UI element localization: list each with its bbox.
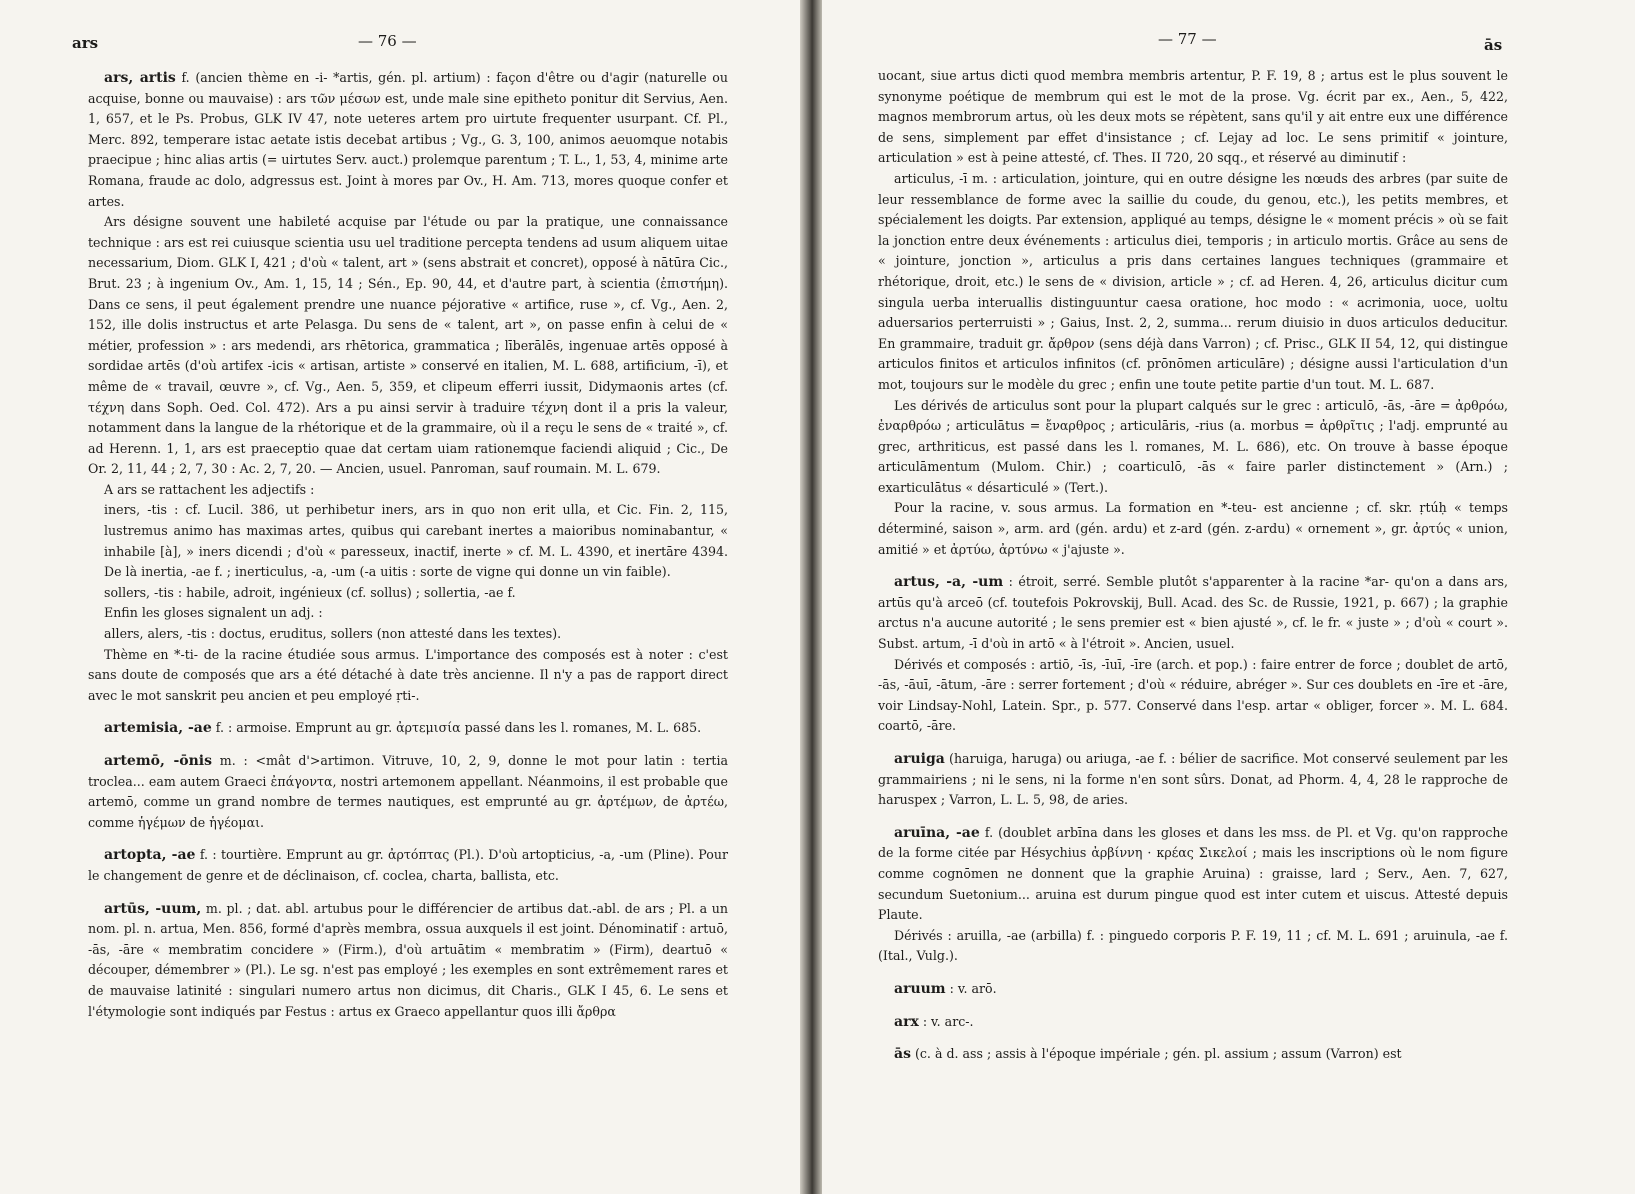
entry-paragraph: Thème en *-ti- de la racine étudiée sous armus. L'importance des composés est à noter : c'est sans doute de composés que ars a été détaché à date très ancienne. Il n'y a pas de rapport direct avec le mot sanskrit peu ancien et peu employé ṛti-. [88,646,728,703]
running-head-right: ās [1484,36,1503,54]
entry-paragraph: Enfin les gloses signalent un adj. : [104,605,323,621]
page-number-right: — 77 — [1158,30,1217,48]
book-gutter [800,0,822,1194]
entry-paragraph: articulus, -ī m. : articulation, jointure, qui en outre désigne les nœuds des arbres (par suite de leur ressemblance de forme avec la saillie du coude, du genou, etc.), les petits membres, et spécialement les doigts. Par extension, appliqué au temps, désigne le « moment précis » où se fait la jonction entre deux événements : articulus diei, temporis ; in articulo mortis. Grâce au sens de « jointure, jonction », articulus a pris dans certaines langues techniques (grammaire et rhétorique, droit, etc.) le sens de « division, article » ; cf. ad Heren. 4, 26, articulus dicitur cum singula uerba interuallis distinguuntur caesa oratione, hoc modo : « acrimonia, uoce, uoltu aduersarios perterruisti » ; Gaius, Inst. 2, 2, summa... rerum diuisio in duos articulos deducitur. En grammaire, traduit gr. ἄρθρον (sens déjà dans Varron) ; cf. Prisc., GLK II 54, 12, qui distingue articulos finitos et articulos infinitos (cf. prōnōmen articulāre) ; désigne aussi l'articulation d'un mot, toujours sur le modèle du grec ; enfin une toute petite partie d'un tout. M. L. 687. [878,170,1508,392]
right-page [818,0,1635,1194]
entry-paragraph: arx : v. arc-. [894,1013,974,1030]
right-page-text [878,66,1508,1065]
entry-paragraph: sollers, -tis : habile, adroit, ingénieux (cf. sollus) ; sollertia, -ae f. [104,584,516,600]
entry-paragraph: Ars désigne souvent une habileté acquise par l'étude ou par la pratique, une connaissance technique : ars est rei cuiusque scientia usu uel traditione percepta tendens ad usum aliquem uitae necessarium, Diom. GLK I, 421 ; d'où « talent, art » (sens abstrait et concret), opposé à nātūra Cic., Brut. 23 ; à ingenium Ov., Am. 1, 15, 14 ; Sén., Ep. 90, 44, et d'autre part, à scientia (ἐπιστήμη). Dans ce sens, il peut également prendre une nuance péjorative « artifice, ruse », cf. Vg., Aen. 2, 152, ille dolis instructus et arte Pelasga. Du sens de « talent, art », on passe enfin à celui de « métier, profession » : ars medendi, ars rhētorica, grammatica ; līberālēs, ingenuae artēs opposé à sordidae artēs (d'où artifex -icis « artisan, artiste » conservé en italien, M. L. 688, artificium, -ī), et même de « travail, œuvre », cf. Vg., Aen. 5, 359, et clipeum efferri iussit, Didymaonis artes (cf. τέχνη dans Soph. Oed. Col. 472). Ars a pu ainsi servir à traduire τέχνη dont il a pris la valeur, notamment dans la langue de la rhétorique et de la grammaire, où il a reçu le sens de « traité », cf. ad Herenn. 1, 1, ars est praeceptio quae dat certam uiam rationemque faciendi aliquid ; Cic., De Or. 2, 11, 44 ; 2, 7, 30 : Ac. 2, 7, 20. — Ancien, usuel. Panroman, sauf roumain. M. L. 679. [88,214,728,477]
left-page [0,0,808,1194]
entry-paragraph: artopta, -ae f. : tourtière. Emprunt au gr. ἀρτόπτας (Pl.). D'où artopticius, -a, -um (Pline). Pour le changement de genre et de déclinaison, cf. coclea, charta, ballista, etc. [88,847,728,883]
entry-paragraph: ars, artis f. (ancien thème en -i- *artis, gén. pl. artium) : façon d'être ou d'agir (naturelle ou acquise, bonne ou mauvaise) : ars τῶν μέσων est, unde male sine epitheto ponitur dit Servius, Aen. 1, 657, et le Ps. Probus, GLK IV 47, note ueteres artem pro uirtute frequenter usurpant. Cf. Pl., Merc. 892, temperare istac aetate istis decebat artibus ; Vg., G. 3, 100, animos aeuomque notabis praecipue ; hinc alias artis (= uirtutes Serv. auct.) prolemque parentum ; T. L., 1, 53, 4, minime arte Romana, fraude ac dolo, adgressus est. Joint à mores par Ov., H. Am. 713, mores quoque confer et artes. [88,70,728,209]
entry-paragraph: A ars se rattachent les adjectifs : [104,481,315,497]
entry-paragraph: artemō, -ōnis m. : <mât d'>artimon. Vitruve, 10, 2, 9, donne le mot pour latin : tertia troclea... eam autem Graeci ἐπάγοντα, nostri artemonem appellant. Néanmoins, il est probable que artemō, comme un grand nombre de termes nautiques, est emprunté au gr. ἀρτέμων, de ἀρτέω, comme ἡγέμων de ἡγέομαι. [88,753,728,830]
entry-paragraph: Dérivés : aruilla, -ae (arbilla) f. : pinguedo corporis P. F. 19, 11 ; cf. M. L. 691 ; aruinula, -ae f. (Ital., Vulg.). [878,927,1508,964]
entry-paragraph: aruum : v. arō. [894,980,997,997]
entry-paragraph: ās (c. à d. ass ; assis à l'époque impériale ; gén. pl. assium ; assum (Varron) est [894,1046,1402,1063]
running-head-left: ars [72,34,99,52]
entry-paragraph: Dérivés et composés : artiō, -īs, -īuī, -īre (arch. et pop.) : faire entrer de force ; doublet de artō, -ās, -āuī, -ātum, -āre : serrer fortement ; d'où « réduire, abréger ». Sur ces doublets en -īre et -āre, voir Lindsay-Nohl, Latein. Spr., p. 577. Conservé dans l'esp. artar « obliger, forcer ». M. L. 684. coartō, -āre. [878,656,1508,734]
entry-paragraph: artemisia, -ae f. : armoise. Emprunt au gr. ἀρτεμισία passé dans les l. romanes, M. L. 685. [104,720,702,737]
entry-paragraph: uocant, siue artus dicti quod membra membris artentur, P. F. 19, 8 ; artus est le plus souvent le synonyme poétique de membrum qui est le mot de la prose. Vg. écrit par ex., Aen., 5, 422, magnos membrorum artus, où les deux mots se répètent, sans qu'il y ait entre eux une différence de sens, simplement par effet d'insistance ; cf. Lejay ad loc. Le sens primitif « jointure, articulation » est à peine attesté, cf. Thes. II 720, 20 sqq., et réservé au diminutif : [878,68,1508,166]
entry-paragraph: artūs, -uum, m. pl. ; dat. abl. artubus pour le différencier de artibus dat.-abl. de ars ; Pl. a un nom. pl. n. artua, Men. 856, formé d'après membra, ossua auxquels il est joint. Dénominatif : artuō, -ās, -āre « membratim concidere » (Firm.), d'où artuātim « membratim » (Firm), deartuō « découper, démembrer » (Pl.). Le sg. n'est pas employé ; les exemples en sont extrêmement rares et de mauvaise latinité : singulari numero artus non dicimus, dit Charis., GLK I 45, 6. Le sens et l'étymologie sont indiqués par Festus : artus ex Graeco appellantur quos illi ἄρθρα [88,900,728,1019]
entry-paragraph: allers, alers, -tis : doctus, eruditus, sollers (non attesté dans les textes). [104,626,562,642]
left-page-text [88,68,728,1022]
entry-paragraph: iners, -tis : cf. Lucil. 386, ut perhibetur iners, ars in quo non erit ulla, et Cic. Fin. 2, 115, lustremus animo has maximas artes, quibus qui carebant inertes a maioribus nominabantur, « inhabile [à], » iners dicendi ; d'où « paresseux, inactif, inerte » cf. M. L. 4390, et inertāre 4394. De là inertia, -ae f. ; inerticulus, -a, -um (-a uitis : sorte de vigne qui donne un vin faible). [104,502,728,580]
entry-paragraph: artus, -a, -um : étroit, serré. Semble plutôt s'apparenter à la racine *ar- qu'on a dans ars, artūs qu'à arceō (cf. toutefois Pokrovskij, Bull. Acad. des Sc. de Russie, 1921, p. 667) ; la graphie arctus n'a aucune autorité ; le sens premier est « bien ajusté », cf. le fr. « juste » ; d'où « court ». Subst. artum, -ī d'où in artō « à l'étroit ». Ancien, usuel. [878,574,1508,652]
entry-paragraph: Pour la racine, v. sous armus. La formation en *-teu- est ancienne ; cf. skr. ṛtúḥ « temps déterminé, saison », arm. ard (gén. ardu) et z-ard (gén. z-ardu) « ornement », gr. ἀρτύς « union, amitié » et ἀρτύω, ἀρτύνω « j'ajuste ». [878,500,1508,557]
entry-paragraph: aruiga (haruiga, haruga) ou ariuga, -ae f. : bélier de sacrifice. Mot conservé seulement par les grammairiens ; ni le sens, ni la forme n'en sont sûrs. Donat, ad Phorm. 4, 4, 28 le rapproche de haruspex ; Varron, L. L. 5, 98, de aries. [878,751,1508,808]
entry-paragraph: Les dérivés de articulus sont pour la plupart calqués sur le grec : articulō, -ās, -āre = ἀρθρόω, ἐναρθρόω ; articulātus = ἔναρθρος ; articulāris, -rius (a. morbus = ἀρθρῖτις ; l'adj. emprunté au grec, arthriticus, est passé dans les l. romanes, M. L. 686), etc. On trouve à basse époque articulāmentum (Mulom. Chir.) ; coarticulō, -ās « faire parler distinctement » (Arn.) ; exarticulātus « désarticulé » (Tert.). [878,397,1508,495]
entry-paragraph: aruīna, -ae f. (doublet arbīna dans les gloses et dans les mss. de Pl. et Vg. qu'on rapproche de la forme citée par Hésychius ἀρβίννη · κρέας Σικελοί ; mais les inscriptions où le nom figure comme cognōmen ne donnent que la graphie Aruina) : graisse, lard ; Serv., Aen. 7, 627, secundum Suetonium... aruina est durum pingue quod est inter cutem et uiscus. Attesté depuis Plaute. [878,824,1508,923]
page-number-left: — 76 — [358,32,417,50]
